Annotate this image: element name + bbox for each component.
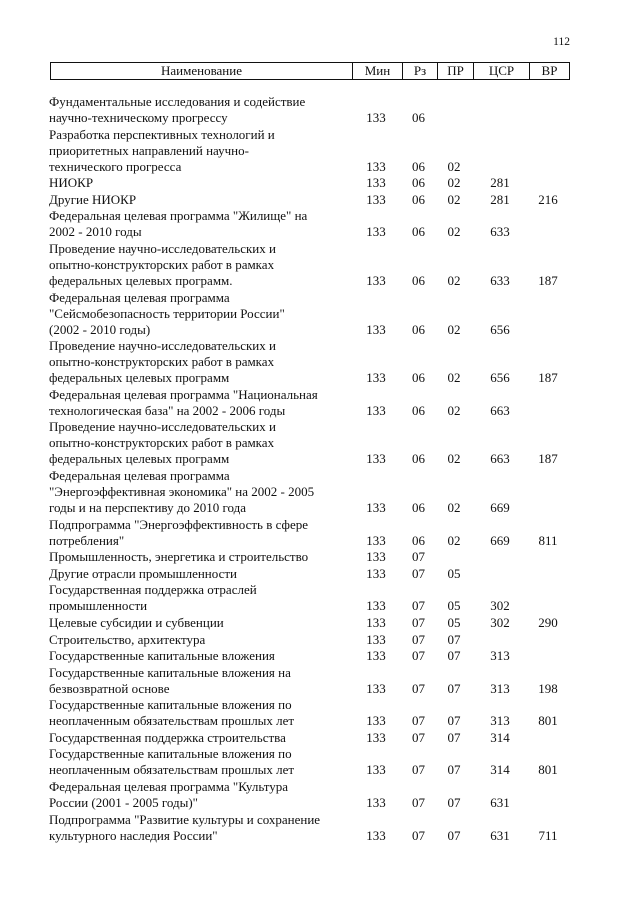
cell-min: 133 [366,713,386,729]
row-name-line: технического прогресса [49,158,182,174]
cell-rz: 07 [412,795,425,811]
row-name-line: Государственные капитальные вложения по [49,746,292,762]
row-name-line: федеральных целевых программ [49,451,230,467]
row-name-line: Строительство, архитектура [49,631,206,647]
table-row [0,812,640,844]
row-name-line: "Сейсмобезопасность территории России" [49,305,285,321]
table-row [0,549,640,565]
table-row [0,746,640,778]
cell-min: 133 [366,321,386,337]
row-name [0,127,349,175]
column-header-rz: Рз [402,63,437,79]
cell-csr: 281 [490,175,510,191]
cell-vr: 801 [538,713,558,729]
cell-csr: 633 [490,272,510,288]
cell-pr: 07 [447,713,461,729]
table-row [0,192,640,208]
cell-csr: 302 [490,614,510,630]
row-name-line: Государственные капитальные вложения [49,648,275,664]
cell-rz: 06 [412,272,425,288]
cell-csr: 669 [490,499,510,515]
cell-rz: 06 [412,191,425,207]
cell-rz: 07 [412,614,425,630]
cell-min: 133 [366,598,386,614]
row-name-line: Целевые субсидии и субвенции [49,614,224,630]
row-name-line: Проведение научно-исследовательских и [49,338,276,354]
cell-pr: 07 [447,648,461,664]
cell-rz: 07 [412,648,425,664]
row-name-line: неоплаченным обязательствам прошлых лет [49,762,295,778]
cell-csr: 669 [490,532,510,548]
cell-min: 133 [366,648,386,664]
cell-min: 133 [366,370,386,386]
cell-min: 133 [366,549,386,565]
row-name [0,517,349,549]
cell-min: 133 [366,827,386,843]
row-name [0,812,349,844]
cell-rz: 06 [412,321,425,337]
cell-min: 133 [366,451,386,467]
cell-pr: 07 [447,631,461,647]
row-name [0,566,349,582]
row-name [0,290,349,338]
cell-pr: 05 [447,598,461,614]
table-row [0,208,640,240]
cell-rz: 07 [412,598,425,614]
row-name-line: Федеральная целевая программа "Национальная [49,386,318,402]
cell-rz: 07 [412,680,425,696]
cell-rz: 06 [412,402,425,418]
cell-pr: 07 [447,795,461,811]
row-name [0,730,349,746]
table-body [0,94,640,844]
cell-csr: 656 [490,370,510,386]
table-row [0,517,640,549]
row-name [0,387,349,419]
cell-min: 133 [366,614,386,630]
row-name-line: опытно-конструкторских работ в рамках [49,256,275,272]
row-name-line: опытно-конструкторских работ в рамках [49,435,275,451]
row-name-line: Федеральная целевая программа [49,467,230,483]
cell-min: 133 [366,499,386,515]
cell-vr: 801 [538,762,558,778]
cell-vr: 187 [538,370,558,386]
cell-pr: 02 [447,451,461,467]
cell-csr: 313 [490,713,510,729]
cell-pr: 02 [447,402,461,418]
cell-rz: 06 [412,175,425,191]
table-row [0,127,640,175]
table-row [0,468,640,516]
cell-csr: 313 [490,680,510,696]
table-row [0,419,640,467]
row-name [0,419,349,467]
row-name-line: Федеральная целевая программа "Культура [49,779,289,795]
cell-min: 133 [366,224,386,240]
cell-rz: 07 [412,762,425,778]
cell-rz: 06 [412,370,425,386]
row-name-line: федеральных целевых программ [49,370,230,386]
column-header-pr: ПР [437,63,473,79]
cell-pr: 02 [447,158,461,174]
row-name-line: культурного наследия России" [49,827,218,843]
table-row [0,615,640,631]
row-name [0,665,349,697]
cell-min: 133 [366,729,386,745]
cell-min: 133 [366,680,386,696]
row-name [0,779,349,811]
cell-csr: 663 [490,451,510,467]
cell-rz: 07 [412,713,425,729]
cell-min: 133 [366,795,386,811]
table-row [0,94,640,126]
row-name-line: безвозвратной основе [49,680,170,696]
cell-csr: 663 [490,402,510,418]
cell-pr: 07 [447,827,461,843]
cell-csr: 631 [490,795,510,811]
row-name-line: неоплаченным обязательствам прошлых лет [49,713,295,729]
cell-rz: 06 [412,224,425,240]
cell-pr: 07 [447,762,461,778]
cell-min: 133 [366,110,386,125]
row-name-line: Подпрограмма "Энергоэффективность в сфере [49,516,309,532]
table-row [0,665,640,697]
row-name [0,632,349,648]
row-name [0,746,349,778]
row-name [0,549,349,565]
row-name-line: 2002 - 2010 годы [49,224,142,240]
row-name-line: Проведение научно-исследовательских и [49,240,276,256]
row-name [0,241,349,289]
cell-min: 133 [366,402,386,418]
cell-pr: 02 [447,499,461,515]
row-name-line: России (2001 - 2005 годы)" [49,795,198,811]
cell-rz: 07 [412,729,425,745]
cell-min: 133 [366,762,386,778]
row-name [0,94,349,126]
table-row [0,730,640,746]
row-name-line: Государственные капитальные вложения по [49,697,292,713]
cell-csr: 313 [490,648,510,664]
row-name [0,338,349,386]
row-name-line: технологическая база" на 2002 - 2006 годы [49,402,286,418]
cell-csr: 302 [490,598,510,614]
cell-vr: 216 [538,191,558,207]
cell-min: 133 [366,175,386,191]
cell-min: 133 [366,191,386,207]
row-name-line: Государственная поддержка строительства [49,729,286,745]
table-row [0,582,640,614]
table-header [50,62,570,80]
row-name-line: Федеральная целевая программа [49,289,230,305]
table-row [0,566,640,582]
cell-rz: 07 [412,549,425,565]
cell-vr: 187 [538,272,558,288]
cell-vr: 290 [538,614,558,630]
row-name-line: Другие НИОКР [49,191,137,207]
cell-pr: 02 [447,175,461,191]
cell-rz: 06 [412,451,425,467]
row-name-line: Другие отрасли промышленности [49,565,237,581]
table-row [0,648,640,664]
cell-pr: 05 [447,565,461,581]
row-name-line: Промышленность, энергетика и строительство [49,549,309,565]
row-name-line: Государственные капитальные вложения на [49,664,291,680]
cell-csr: 631 [490,827,510,843]
cell-csr: 314 [490,729,510,745]
cell-pr: 02 [447,370,461,386]
cell-csr: 656 [490,321,510,337]
row-name [0,175,349,191]
row-name [0,582,349,614]
cell-rz: 06 [412,532,425,548]
cell-rz: 07 [412,827,425,843]
row-name-line: "Энергоэффективная экономика" на 2002 - 2005 [49,483,315,499]
row-name [0,468,349,516]
cell-pr: 02 [447,532,461,548]
table-row [0,290,640,338]
row-name [0,208,349,240]
cell-pr: 02 [447,224,461,240]
table-row [0,697,640,729]
table-row [0,632,640,648]
table-row [0,241,640,289]
cell-pr: 02 [447,191,461,207]
cell-csr: 314 [490,762,510,778]
cell-rz: 07 [412,631,425,647]
column-header-vr: ВР [529,63,569,79]
row-name [0,192,349,208]
cell-rz: 06 [412,110,425,125]
row-name-line: опытно-конструкторских работ в рамках [49,354,275,370]
row-name-line: федеральных целевых программ. [49,272,233,288]
row-name-line: Фундаментальные исследования и содействие [49,94,306,109]
row-name-line: Подпрограмма "Развитие культуры и сохранение [49,811,321,827]
row-name-line: НИОКР [49,175,94,191]
cell-pr: 07 [447,729,461,745]
row-name-line: годы и на перспективу до 2010 года [49,499,246,515]
cell-vr: 811 [538,532,558,548]
cell-rz: 06 [412,499,425,515]
cell-min: 133 [366,272,386,288]
column-header-min: Мин [352,63,402,79]
row-name-line: научно-техническому прогрессу [49,110,228,125]
cell-csr: 281 [490,191,510,207]
cell-min: 133 [366,532,386,548]
row-name [0,615,349,631]
cell-pr: 02 [447,321,461,337]
cell-rz: 07 [412,565,425,581]
row-name-line: Проведение научно-исследовательских и [49,419,276,435]
cell-rz: 06 [412,158,425,174]
row-name [0,697,349,729]
cell-pr: 02 [447,272,461,288]
cell-vr: 187 [538,451,558,467]
row-name-line: Разработка перспективных технологий и [49,126,275,142]
cell-min: 133 [366,631,386,647]
cell-pr: 07 [447,680,461,696]
row-name-line: потребления" [49,532,125,548]
table-row [0,779,640,811]
cell-vr: 198 [538,680,558,696]
row-name [0,648,349,664]
cell-min: 133 [366,158,386,174]
row-name-line: приоритетных направлений научно- [49,142,249,158]
column-header-csr: ЦСР [473,63,529,79]
page-number: 112 [553,36,570,48]
table-row [0,175,640,191]
table-row [0,338,640,386]
cell-csr: 633 [490,224,510,240]
cell-vr: 711 [538,827,558,843]
row-name-line: (2002 - 2010 годы) [49,321,151,337]
cell-pr: 05 [447,614,461,630]
table-row [0,387,640,419]
row-name-line: промышленности [49,598,148,614]
column-header-name: Наименование [161,63,242,78]
row-name-line: Федеральная целевая программа "Жилище" на [49,208,308,224]
cell-min: 133 [366,565,386,581]
row-name-line: Государственная поддержка отраслей [49,582,257,598]
